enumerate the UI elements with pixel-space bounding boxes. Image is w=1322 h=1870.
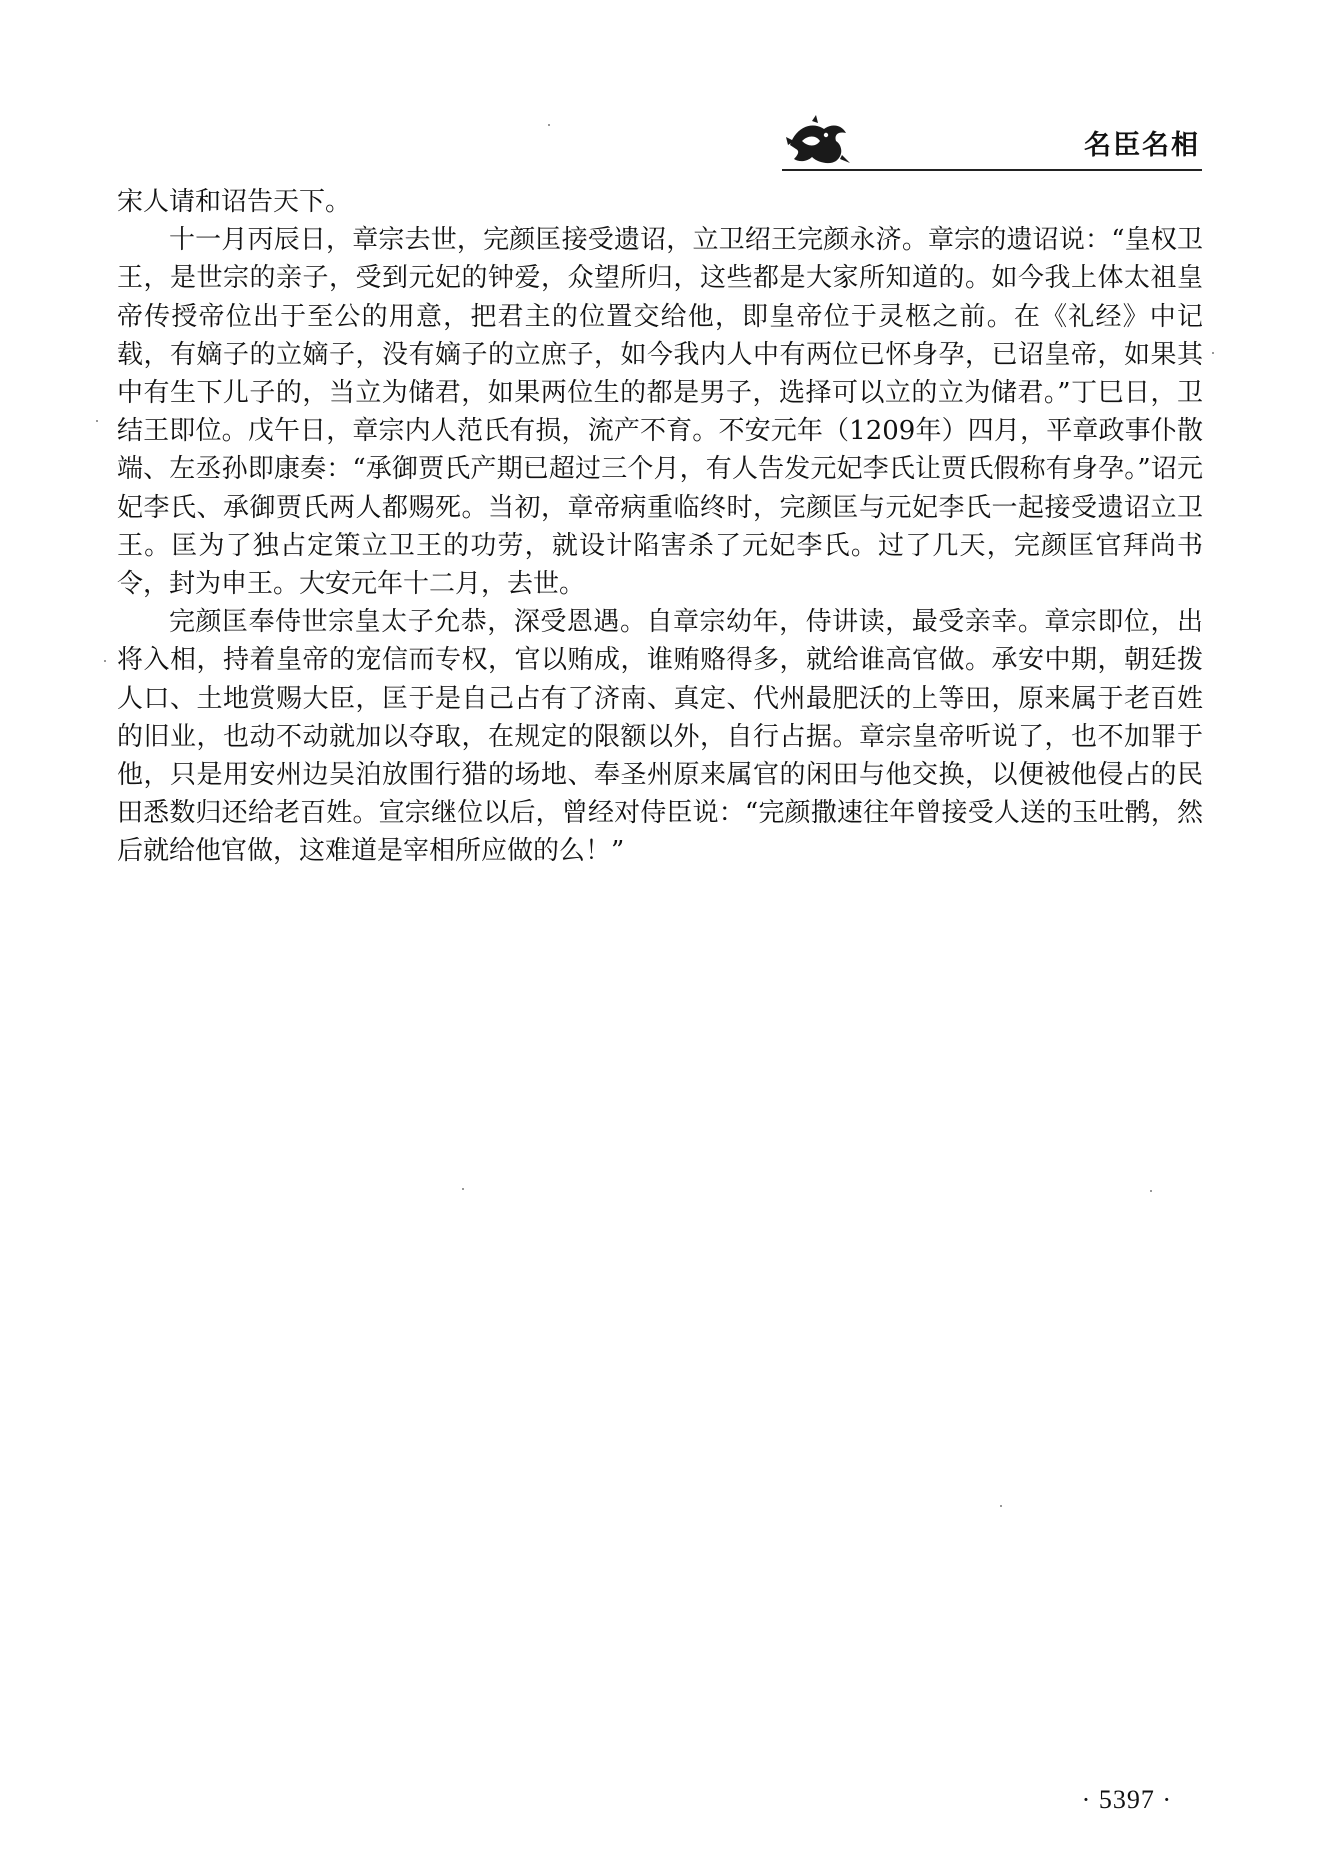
speck bbox=[1000, 1505, 1002, 1507]
speck bbox=[1212, 352, 1214, 354]
running-header bbox=[782, 105, 1202, 171]
page-number: · 5397 · bbox=[1081, 1785, 1172, 1814]
paragraph-2: 十一月丙辰日，章宗去世，完颜匡接受遗诏，立卫绍王完颜永济。章宗的遗诏说：“皇权卫王，是世宗的亲子，受到元妃的钟爱，众望所归，这些都是大家所知道的。如今我上体太祖皇帝传授帝位出于至公的用意，把君主的位置交给他，即皇帝位于灵柩之前。在《礼经》中记载，有嫡子的立嫡子，没有嫡子的立庶子，如今我内人中有两位已怀身孕，已诏皇帝，如果其中有生下儿子的，当立为储君，如果两位生的都是男子，选择可以立的立为储君。”丁巳日，卫结王即位。戊午日，章宗内人范氏有损，流产不育。不安元年（1209年）四月，平章政事仆散端、左丞孙即康奏：“承御贾氏产期已超过三个月，有人告发元妃李氏让贾氏假称有身孕。”诏元妃李氏、承御贾氏两人都赐死。当初，章帝病重临终时，完颜匡与元妃李氏一起接受遗诏立卫王。匡为了独占定策立卫王的功劳，就设计陷害杀了元妃李氏。过了几天，完颜匡官拜尚书令，封为申王。大安元年十二月，去世。 bbox=[117, 225, 1203, 600]
header-rule bbox=[782, 169, 1202, 171]
speck bbox=[104, 660, 106, 662]
speck bbox=[462, 1188, 464, 1190]
speck bbox=[1150, 1190, 1152, 1192]
body-text bbox=[117, 183, 1203, 871]
paragraph-1: 宋人请和诏告天下。 bbox=[117, 187, 352, 217]
speck bbox=[96, 420, 98, 422]
running-header-title: 名臣名相 bbox=[1084, 130, 1200, 161]
dragon-emblem-icon bbox=[782, 115, 852, 167]
paragraph-3: 完颜匡奉侍世宗皇太子允恭，深受恩遇。自章宗幼年，侍讲读，最受亲幸。章宗即位，出将入相，持着皇帝的宠信而专权，官以贿成，谁贿赂得多，就给谁高官做。承安中期，朝廷拨人口、土地赏赐大臣，匡于是自己占有了济南、真定、代州最肥沃的上等田，原来属于老百姓的旧业，也动不动就加以夺取，在规定的限额以外，自行占据。章宗皇帝听说了，也不加罪于他，只是用安州边吴泊放围行猎的场地、奉圣州原来属官的闲田与他交换，以便被他侵占的民田悉数归还给老百姓。宣宗继位以后，曾经对侍臣说：“完颜撒速往年曾接受人送的玉吐鹘，然后就给他官做，这难道是宰相所应做的么！” bbox=[117, 607, 1203, 867]
speck bbox=[548, 124, 550, 126]
